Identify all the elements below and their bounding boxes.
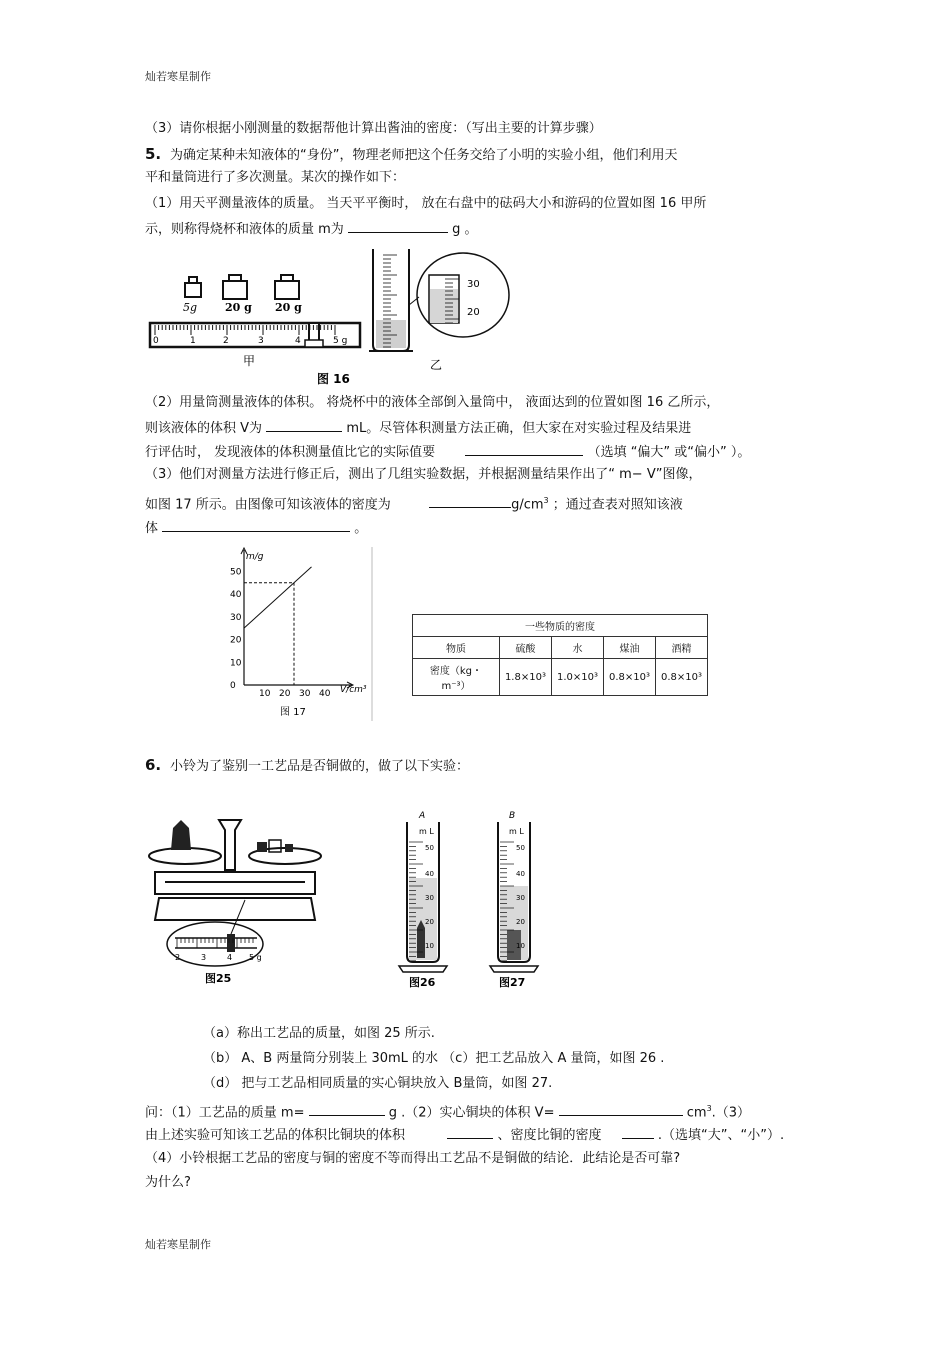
page-header: 灿若寒星制作 xyxy=(145,70,211,83)
density-table-value-alcohol: 0.8×10³ xyxy=(655,659,707,696)
cyl-a-40: 40 xyxy=(425,870,434,878)
cyl-b-30: 30 xyxy=(516,894,525,902)
q5-part2-line1: （2）用量筒测量液体的体积。 将烧杯中的液体全部倒入量筒中， 液面达到的位置如图 16 乙所示， xyxy=(145,395,720,410)
figure-26-caption: 图26 xyxy=(409,976,436,989)
ruler-tick-5: 5 g xyxy=(333,336,348,346)
cylinder-a-label: A xyxy=(419,811,426,821)
q5-part3-text: 如图 17 所示。由图像可知该液体的密度为 xyxy=(145,497,391,513)
chart-y-tick-label: 50 xyxy=(230,567,242,578)
cyl-a-10: 10 xyxy=(425,942,434,950)
q6-number: 6. xyxy=(145,756,162,774)
q6-ask-line2 xyxy=(145,1126,784,1144)
cyl-b-50: 50 xyxy=(516,844,525,852)
q5-intro-line2: 平和量筒进行了多次测量。某次的操作如下： xyxy=(145,170,406,185)
q6-intro: 小铃为了鉴别一工艺品是否铜做的，做了以下实验： xyxy=(170,759,470,774)
q5-part2-line3 xyxy=(145,443,750,461)
balance-scale-4: 4 xyxy=(227,953,233,962)
ruler-tick-2: 2 xyxy=(223,336,229,346)
q5-part1-text: 示，则称得烧杯和液体的质量 m为 xyxy=(145,222,344,237)
density-table-header-water: 水 xyxy=(551,637,603,659)
chart-xlabel: V/cm³ xyxy=(340,685,367,695)
magnifier-bubble-icon xyxy=(409,253,509,337)
density-unit: g/cm xyxy=(511,497,544,513)
figure-25-caption: 图25 xyxy=(205,972,232,985)
density-table-value-kerosene: 0.8×10³ xyxy=(603,659,655,696)
chart-y-tick-label: 10 xyxy=(230,658,242,669)
chart-y-tick-label: 40 xyxy=(230,590,242,601)
balance-icon xyxy=(149,820,321,966)
density-table-value-water: 1.0×10³ xyxy=(551,659,603,696)
q4-part3: （3）请你根据小刚测量的数据帮他计算出酱油的密度：（写出主要的计算步骤） xyxy=(145,121,602,136)
density-table-header-substance: 物质 xyxy=(413,637,500,659)
mass-answer-blank[interactable] xyxy=(348,220,448,233)
density-table-header-sulfuric: 硫酸 xyxy=(499,637,551,659)
density-answer-blank[interactable] xyxy=(429,495,511,508)
density-table-title: 一些物质的密度 xyxy=(413,615,708,637)
cyl-b-40: 40 xyxy=(516,870,525,878)
scale-20: 20 xyxy=(467,307,480,318)
ruler-tick-4: 4 xyxy=(295,336,301,346)
figure-17-chart xyxy=(220,545,380,723)
density-table-header-kerosene: 煤油 xyxy=(603,637,655,659)
q5-part3-liquid-text: 体 xyxy=(145,521,159,536)
figure-25-balance xyxy=(145,810,325,990)
density-table-row-label: 密度（kg・m⁻³） xyxy=(413,659,500,696)
craft-mass-blank[interactable] xyxy=(309,1103,385,1116)
weight-label-20g-a: 20 g xyxy=(225,301,252,314)
q6-ask2-text: 由上述实验可知该工艺品的体积比铜块的体积 xyxy=(145,1128,406,1143)
cyl-b-10: 10 xyxy=(516,942,525,950)
cyl-a-50: 50 xyxy=(425,844,434,852)
figure-16 xyxy=(145,245,515,390)
bias-answer-blank[interactable] xyxy=(465,443,583,456)
chart-ylabel: m/g xyxy=(246,552,264,562)
balance-beam-ruler xyxy=(150,323,360,347)
figure-26-27-cylinders xyxy=(395,808,555,993)
cylinder-a-icon xyxy=(399,822,447,972)
ruler-tick-3: 3 xyxy=(258,336,264,346)
ruler-tick-1: 1 xyxy=(190,336,196,346)
cyl-a-30: 30 xyxy=(425,894,434,902)
page-footer: 灿若寒星制作 xyxy=(145,1238,211,1251)
chart-y-tick-label: 0 xyxy=(230,681,236,691)
cylinder-b-unit: m L xyxy=(509,827,524,836)
cylinder-a-unit: m L xyxy=(419,827,434,836)
q5-intro-line1: 为确定某种未知液体的“身份”，物理老师把这个任务交给了小明的实验小组，他们利用天 xyxy=(170,148,678,163)
label-jia: 甲 xyxy=(243,354,256,368)
density-table-header-alcohol: 酒精 xyxy=(655,637,707,659)
q5-part2-text: 则该液体的体积 V为 xyxy=(145,421,263,436)
figure-16-caption: 图 16 xyxy=(317,372,350,386)
cylinder-b-icon xyxy=(490,822,538,972)
q6-ask-line4: 为什么? xyxy=(145,1175,191,1190)
density-compare-blank[interactable] xyxy=(622,1126,654,1139)
q5-part2-choice-text: （选填 “偏大” 或“偏小” ）。 xyxy=(587,445,751,460)
q6-ask2-mid: 、密度比铜的密度 xyxy=(497,1128,602,1143)
q5-part3-line1: （3）他们对测量方法进行修正后，测出了几组实验数据，并根据测量结果作出了“ m− V”图像， xyxy=(145,467,702,482)
figure-27-caption: 图27 xyxy=(499,976,526,989)
q5-part3-end: 。 xyxy=(354,521,368,536)
q5-part3-line3 xyxy=(145,519,367,537)
cyl-a-20: 20 xyxy=(425,918,434,926)
cylinder-b-label: B xyxy=(509,811,516,821)
chart-x-tick-label: 10 xyxy=(259,689,271,699)
q5-part1-line1: （1）用天平测量液体的质量。 当天平平衡时， 放在右盘中的砝码大小和游码的位置如图 16 甲所 xyxy=(145,196,707,211)
q6-ask-line3: （4）小铃根据工艺品的密度与铜的密度不等而得出工艺品不是铜做的结论．此结论是否可靠? xyxy=(145,1151,681,1166)
density-unit-sup: 3 xyxy=(543,496,549,505)
chart-x-tick-label: 30 xyxy=(299,689,311,699)
q5-part2-line2 xyxy=(145,419,691,437)
weight-label-5g: 5g xyxy=(183,301,198,314)
weight-20g-icon xyxy=(223,275,299,299)
volume-compare-blank[interactable] xyxy=(447,1126,493,1139)
q6-ask2-post: .（选填“大”、“小”）. xyxy=(657,1128,785,1143)
chart-series-line xyxy=(244,567,312,628)
q6-step-d: （d） 把与工艺品相同质量的实心铜块放入 B量筒，如图 27. xyxy=(203,1076,553,1091)
q5-part2-text-cont: mL。尽管体积测量方法正确，但大家在对实验过程及结果进 xyxy=(346,421,692,436)
density-table-value-sulfuric: 1.8×10³ xyxy=(499,659,551,696)
label-yi: 乙 xyxy=(430,358,443,372)
figure-17-caption: 图 17 xyxy=(280,707,306,718)
q6-ask1-sup: 3 xyxy=(706,1104,712,1113)
copper-volume-blank[interactable] xyxy=(559,1103,683,1116)
weight-5g-icon xyxy=(185,277,201,297)
q6-ask1-mid: g .（2）实心铜块的体积 V= xyxy=(388,1105,555,1121)
q6-ask1-text: 问：（1）工艺品的质量 m= xyxy=(145,1105,305,1121)
chart-x-tick-label: 40 xyxy=(319,689,331,699)
density-table xyxy=(412,614,708,696)
liquid-answer-blank[interactable] xyxy=(162,519,350,532)
chart-x-tick-label: 20 xyxy=(279,689,291,699)
scale-30: 30 xyxy=(467,279,480,290)
q6-step-a: （a）称出工艺品的质量，如图 25 所示. xyxy=(203,1026,435,1041)
q6-step-b: （b） A、B 两量筒分别装上 30mL 的水 （c）把工艺品放入 A 量筒，如图 26 . xyxy=(203,1051,665,1066)
weight-label-20g-b: 20 g xyxy=(275,301,302,314)
q6-ask1-post: .（3） xyxy=(711,1105,751,1121)
volume-answer-blank[interactable] xyxy=(266,419,342,432)
q5-part3-text-cont: ；通过查表对照知该液 xyxy=(552,497,683,513)
chart-y-tick-label: 30 xyxy=(230,612,242,623)
q6-ask1-unit: cm xyxy=(686,1105,707,1121)
q5-part1-line2 xyxy=(145,220,477,238)
q5-part1-unit: g 。 xyxy=(452,222,478,237)
q5-part3-line2 xyxy=(145,493,683,513)
q5-number: 5. xyxy=(145,145,162,163)
chart-y-tick-label: 20 xyxy=(230,635,242,646)
balance-scale-3: 3 xyxy=(201,953,207,962)
graduated-cylinder-icon xyxy=(369,249,413,351)
balance-scale-5g: 5 g xyxy=(249,953,262,962)
ruler-tick-0: 0 xyxy=(153,336,159,346)
cyl-b-20: 20 xyxy=(516,918,525,926)
balance-scale-2: 2 xyxy=(175,953,181,962)
q6-ask-line1 xyxy=(145,1101,750,1121)
q5-part2-eval-text: 行评估时， 发现液体的体积测量值比它的实际值要 xyxy=(145,445,436,460)
